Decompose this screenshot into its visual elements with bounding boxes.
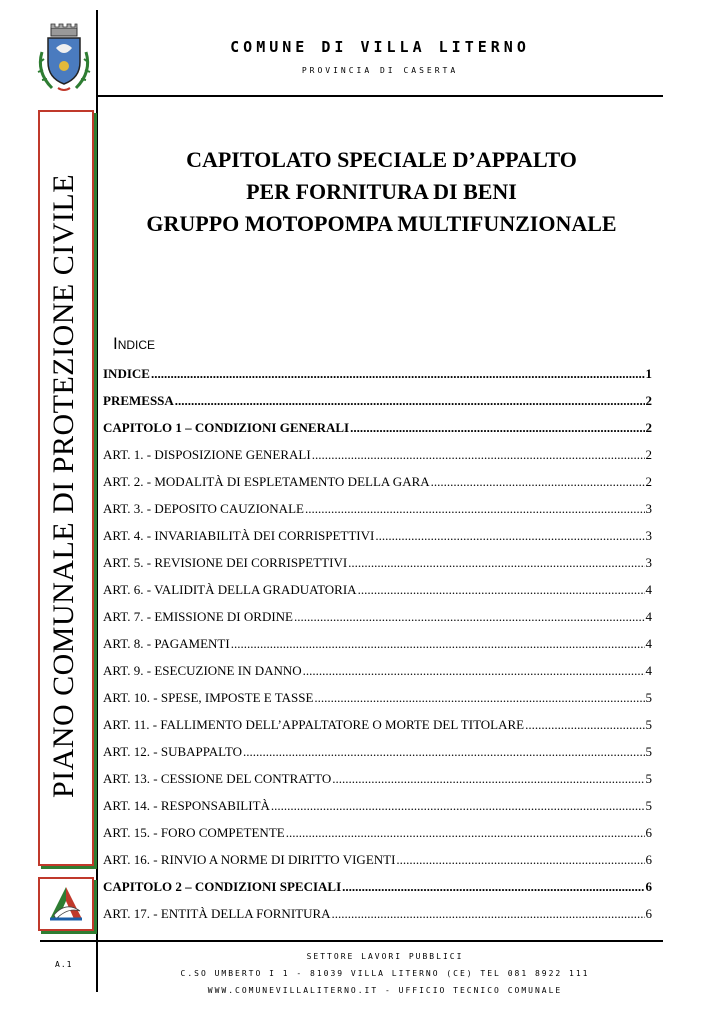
toc-entry-page: 6 (645, 906, 652, 921)
civil-protection-logo-icon (46, 885, 86, 923)
header-divider (97, 95, 663, 97)
toc-entry-label: ART. 16. - RINVIO A NORME DI DIRITTO VIGENTI (103, 852, 396, 867)
municipal-crest-icon (32, 22, 96, 94)
toc-entry[interactable] (103, 609, 652, 636)
toc-entry-page: 4 (645, 636, 652, 651)
toc-entry-page: 5 (645, 771, 652, 786)
toc-entry-page: 4 (645, 663, 652, 678)
toc-entry[interactable] (103, 744, 652, 771)
toc-entry-page: 2 (645, 474, 652, 489)
toc-entry-page: 2 (645, 447, 652, 462)
toc-entry-page: 3 (645, 501, 652, 516)
toc-entry-label: ART. 15. - FORO COMPETENTE (103, 825, 285, 840)
footer-line: WWW.COMUNEVILLALITERNO.IT - UFFICIO TECNICO COMUNALE (207, 986, 563, 995)
toc-entry[interactable] (103, 717, 652, 744)
toc-entry-page: 6 (645, 825, 652, 840)
document-title-line: PER FORNITURA DI BENI (246, 179, 517, 204)
toc-entry-label: INDICE (103, 366, 150, 381)
toc-entry[interactable] (103, 393, 652, 420)
toc-entry-label: ART. 17. - ENTITÀ DELLA FORNITURA (103, 906, 331, 921)
toc-entry-label: ART. 4. - INVARIABILITÀ DEI CORRISPETTIVI (103, 528, 375, 543)
toc-entry-label: PREMESSA (103, 393, 174, 408)
toc-entry[interactable] (103, 771, 652, 798)
document-title (100, 144, 663, 240)
toc-entry-label: ART. 7. - EMISSIONE DI ORDINE (103, 609, 293, 624)
toc-entry[interactable] (103, 420, 652, 447)
toc-entry[interactable] (103, 852, 652, 879)
footer-line: SETTORE LAVORI PUBBLICI (306, 952, 464, 961)
toc-entry-page: 5 (645, 690, 652, 705)
toc-entry-label: ART. 11. - FALLIMENTO DELL’APPALTATORE O MORTE DEL TITOLARE (103, 717, 525, 732)
toc-entry[interactable] (103, 798, 652, 825)
toc-entry-label: ART. 5. - REVISIONE DEI CORRISPETTIVI (103, 555, 348, 570)
toc-entry-label: CAPITOLO 2 – CONDIZIONI SPECIALI (103, 879, 342, 894)
toc-entry-label: ART. 3. - DEPOSITO CAUZIONALE (103, 501, 304, 516)
toc-entry[interactable] (103, 825, 652, 852)
sidebar-banner (38, 110, 90, 862)
footer-line: C.SO UMBERTO I 1 - 81039 VILLA LITERNO (CE) TEL 081 8922 111 (180, 969, 590, 978)
toc-entry-page: 6 (645, 852, 652, 867)
toc-entry-label: ART. 10. - SPESE, IMPOSTE E TASSE (103, 690, 314, 705)
toc-entry[interactable] (103, 447, 652, 474)
table-of-contents (103, 366, 652, 933)
toc-entry-page: 2 (645, 393, 652, 408)
footer-divider (40, 940, 663, 942)
toc-entry[interactable] (103, 528, 652, 555)
document-title-line: CAPITOLATO SPECIALE D’APPALTO (186, 147, 577, 172)
toc-entry[interactable] (103, 906, 652, 933)
toc-entry[interactable] (103, 663, 652, 690)
toc-entry-label: ART. 1. - DISPOSIZIONE GENERALI (103, 447, 311, 462)
toc-entry[interactable] (103, 366, 652, 393)
toc-entry-label: CAPITOLO 1 – CONDIZIONI GENERALI (103, 420, 350, 435)
footer-address (170, 948, 600, 999)
header-municipality-title: COMUNE DI VILLA LITERNO (230, 38, 530, 56)
toc-entry-page: 1 (645, 366, 652, 381)
sidebar-vertical-title: PIANO COMUNALE DI PROTEZIONE CIVILE (47, 173, 81, 799)
toc-entry-page: 4 (645, 582, 652, 597)
toc-entry-page: 4 (645, 609, 652, 624)
toc-entry-label: ART. 6. - VALIDITÀ DELLA GRADUATORIA (103, 582, 357, 597)
index-heading: Indice (113, 334, 156, 353)
toc-entry-label: ART. 2. - MODALITÀ DI ESPLETAMENTO DELLA GARA (103, 474, 430, 489)
toc-entry-page: 3 (645, 555, 652, 570)
toc-entry[interactable] (103, 690, 652, 717)
header-province-subtitle: PROVINCIA DI CASERTA (301, 66, 459, 75)
margin-vertical-rule (96, 10, 98, 992)
toc-entry[interactable] (103, 474, 652, 501)
toc-entry[interactable] (103, 879, 652, 906)
toc-entry-label: ART. 12. - SUBAPPALTO (103, 744, 243, 759)
page-section-tag: A.1 (55, 960, 73, 969)
document-title-line: GRUPPO MOTOPOMPA MULTIFUNZIONALE (146, 211, 617, 236)
toc-entry-label: ART. 9. - ESECUZIONE IN DANNO (103, 663, 302, 678)
toc-entry-page: 5 (645, 744, 652, 759)
toc-entry-label: ART. 14. - RESPONSABILITÀ (103, 798, 270, 813)
civil-protection-logo-frame (38, 877, 94, 931)
toc-entry[interactable] (103, 501, 652, 528)
toc-entry[interactable] (103, 555, 652, 582)
toc-entry[interactable] (103, 582, 652, 609)
toc-entry-page: 5 (645, 798, 652, 813)
toc-entry[interactable] (103, 636, 652, 663)
toc-entry-label: ART. 8. - PAGAMENTI (103, 636, 230, 651)
toc-entry-page: 6 (645, 879, 652, 894)
toc-entry-page: 5 (645, 717, 652, 732)
toc-entry-page: 3 (645, 528, 652, 543)
toc-entry-label: ART. 13. - CESSIONE DEL CONTRATTO (103, 771, 332, 786)
toc-entry-page: 2 (645, 420, 652, 435)
